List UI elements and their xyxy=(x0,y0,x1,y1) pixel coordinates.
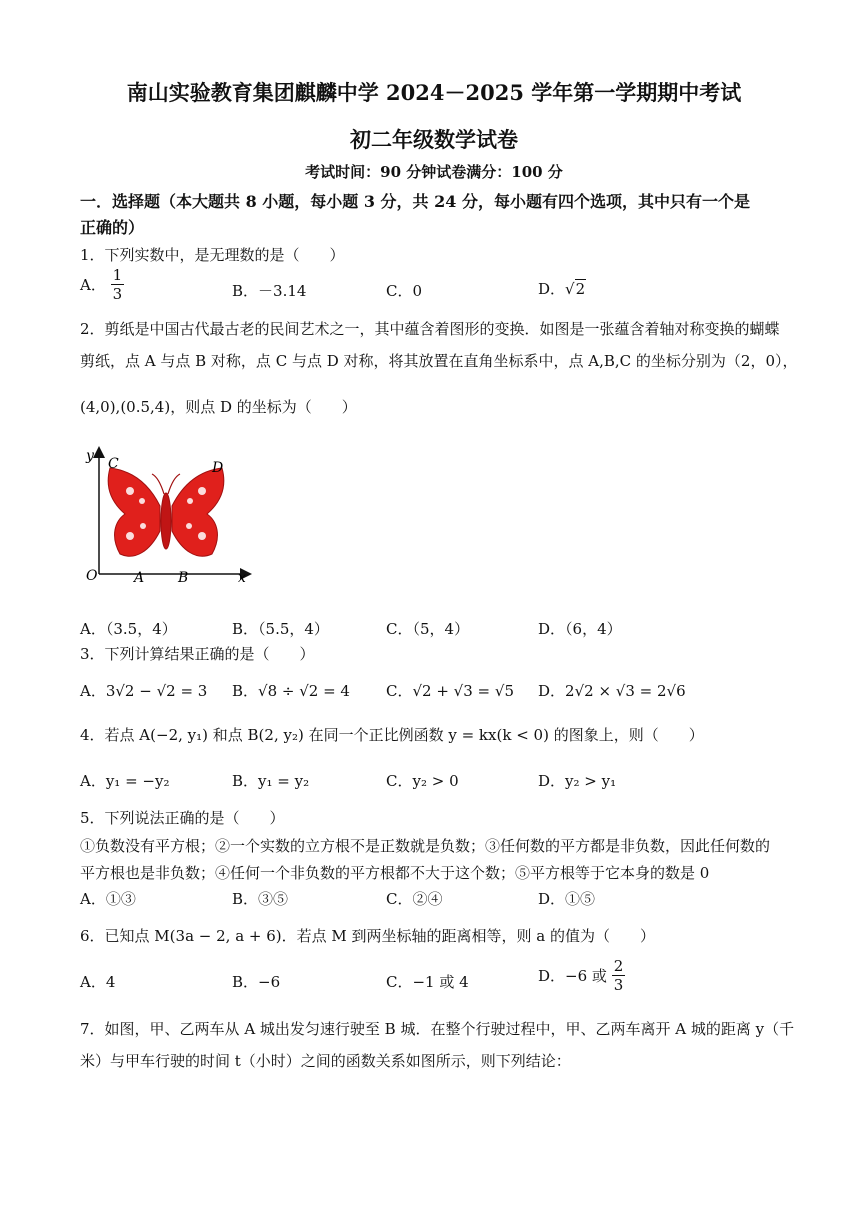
q7-line1: 7．如图，甲、乙两车从 A 城出发匀速行驶至 B 城．在整个行驶过程中，甲、乙两车离开 A 城的距离 y（千 xyxy=(80,1020,795,1038)
q1-option-c: C．0 xyxy=(386,282,423,300)
q6-d-label: D．−6 或 xyxy=(538,967,607,985)
q3-option-d: D．2√2 × √3 = 2√6 xyxy=(538,682,686,700)
label-d: D xyxy=(212,460,224,476)
q2-option-a: A．（3.5，4） xyxy=(80,620,177,638)
q5-option-a: A．①③ xyxy=(80,890,136,908)
q6-option-c: C．−1 或 4 xyxy=(386,973,469,991)
q1-option-d xyxy=(538,278,586,299)
q5-line2: 平方根也是非负数；④任何一个非负数的平方根都不大于这个数；⑤平方根等于它本身的数是 0 xyxy=(80,864,710,882)
q3-stem: 3．下列计算结果正确的是（ ） xyxy=(80,645,315,663)
q2-option-c: C．（5，4） xyxy=(386,620,470,638)
q5-option-d: D．①⑤ xyxy=(538,890,596,908)
q4-option-c: C．y₂ > 0 xyxy=(386,772,459,790)
q1-stem: 1．下列实数中，是无理数的是（ ） xyxy=(80,246,345,264)
q1-d-sqrt: √2 xyxy=(565,280,586,298)
exam-info: 考试时间：90 分钟试卷满分：100 分 xyxy=(305,163,563,181)
q1-a-num: 1 xyxy=(112,266,123,284)
q6-d-den: 3 xyxy=(613,976,624,994)
q6-option-b: B．−6 xyxy=(232,973,281,991)
q3-option-a: A．3√2 − √2 = 3 xyxy=(80,682,208,700)
section-heading-line2: 正确的） xyxy=(80,218,145,237)
q6-d-fraction xyxy=(612,957,626,994)
q6-d-num: 2 xyxy=(613,957,624,975)
q1-a-label: A． xyxy=(80,276,106,294)
q6-option-a: A．4 xyxy=(80,973,116,991)
q2-line3: (4,0),(0.5,4)，则点 D 的坐标为（ ） xyxy=(80,398,357,416)
q1-a-fraction xyxy=(111,266,125,303)
q1-d-rad: 2 xyxy=(575,280,586,298)
q4-option-d: D．y₂ > y₁ xyxy=(538,772,617,790)
butterfly-figure xyxy=(80,446,255,592)
label-o: O xyxy=(86,568,98,584)
q5-stem: 5．下列说法正确的是（ ） xyxy=(80,809,285,827)
q3-option-c: C．√2 + √3 = √5 xyxy=(386,682,514,700)
q1-a-den: 3 xyxy=(112,285,123,303)
q5-option-c: C．②④ xyxy=(386,890,443,908)
q4-option-b: B．y₁ = y₂ xyxy=(232,772,310,790)
label-b: B xyxy=(178,570,189,586)
q7-line2: 米）与甲车行驶的时间 t（小时）之间的函数关系如图所示，则下列结论： xyxy=(80,1052,571,1070)
q1-option-b: B．－3.14 xyxy=(232,282,307,300)
label-x: x xyxy=(238,570,246,586)
q2-option-d: D．（6，4） xyxy=(538,620,622,638)
q1-option-a xyxy=(80,266,124,303)
q5-line1: ①负数没有平方根；②一个实数的立方根不是正数就是负数；③任何数的平方都是非负数，因此任何数的 xyxy=(80,837,771,855)
butterfly-icon xyxy=(108,468,224,556)
q2-line2: 剪纸，点 A 与点 B 对称，点 C 与点 D 对称，将其放置在直角坐标系中，点 A,B,C 的坐标分别为（2，0）， xyxy=(80,352,798,370)
q6-option-d xyxy=(538,957,625,994)
q2-option-b: B．（5.5，4） xyxy=(232,620,329,638)
q4-option-a: A．y₁ = −y₂ xyxy=(80,772,170,790)
q1-d-label: D． xyxy=(538,280,566,298)
q5-option-b: B．③⑤ xyxy=(232,890,289,908)
label-a: A xyxy=(134,570,145,586)
q2-line1: 2．剪纸是中国古代最古老的民间艺术之一，其中蕴含着图形的变换．如图是一张蕴含着轴对称变换的蝴蝶 xyxy=(80,320,780,338)
exam-title: 南山实验教育集团麒麟中学 2024－2025 学年第一学期期中考试 xyxy=(126,80,742,105)
q3-option-b: B．√8 ÷ √2 = 4 xyxy=(232,682,350,700)
label-c: C xyxy=(108,456,119,472)
section-heading-line1: 一．选择题（本大题共 8 小题，每小题 3 分，共 24 分，每小题有四个选项，其中只有一个是 xyxy=(80,192,750,211)
label-y: y xyxy=(86,448,94,464)
q4-stem: 4．若点 A(−2, y₁) 和点 B(2, y₂) 在同一个正比例函数 y = kx(k < 0) 的图象上，则（ ） xyxy=(80,726,704,744)
exam-subtitle: 初二年级数学试卷 xyxy=(350,127,518,152)
q6-stem: 6．已知点 M(3a − 2, a + 6)．若点 M 到两坐标轴的距离相等，则 a 的值为（ ） xyxy=(80,927,656,945)
